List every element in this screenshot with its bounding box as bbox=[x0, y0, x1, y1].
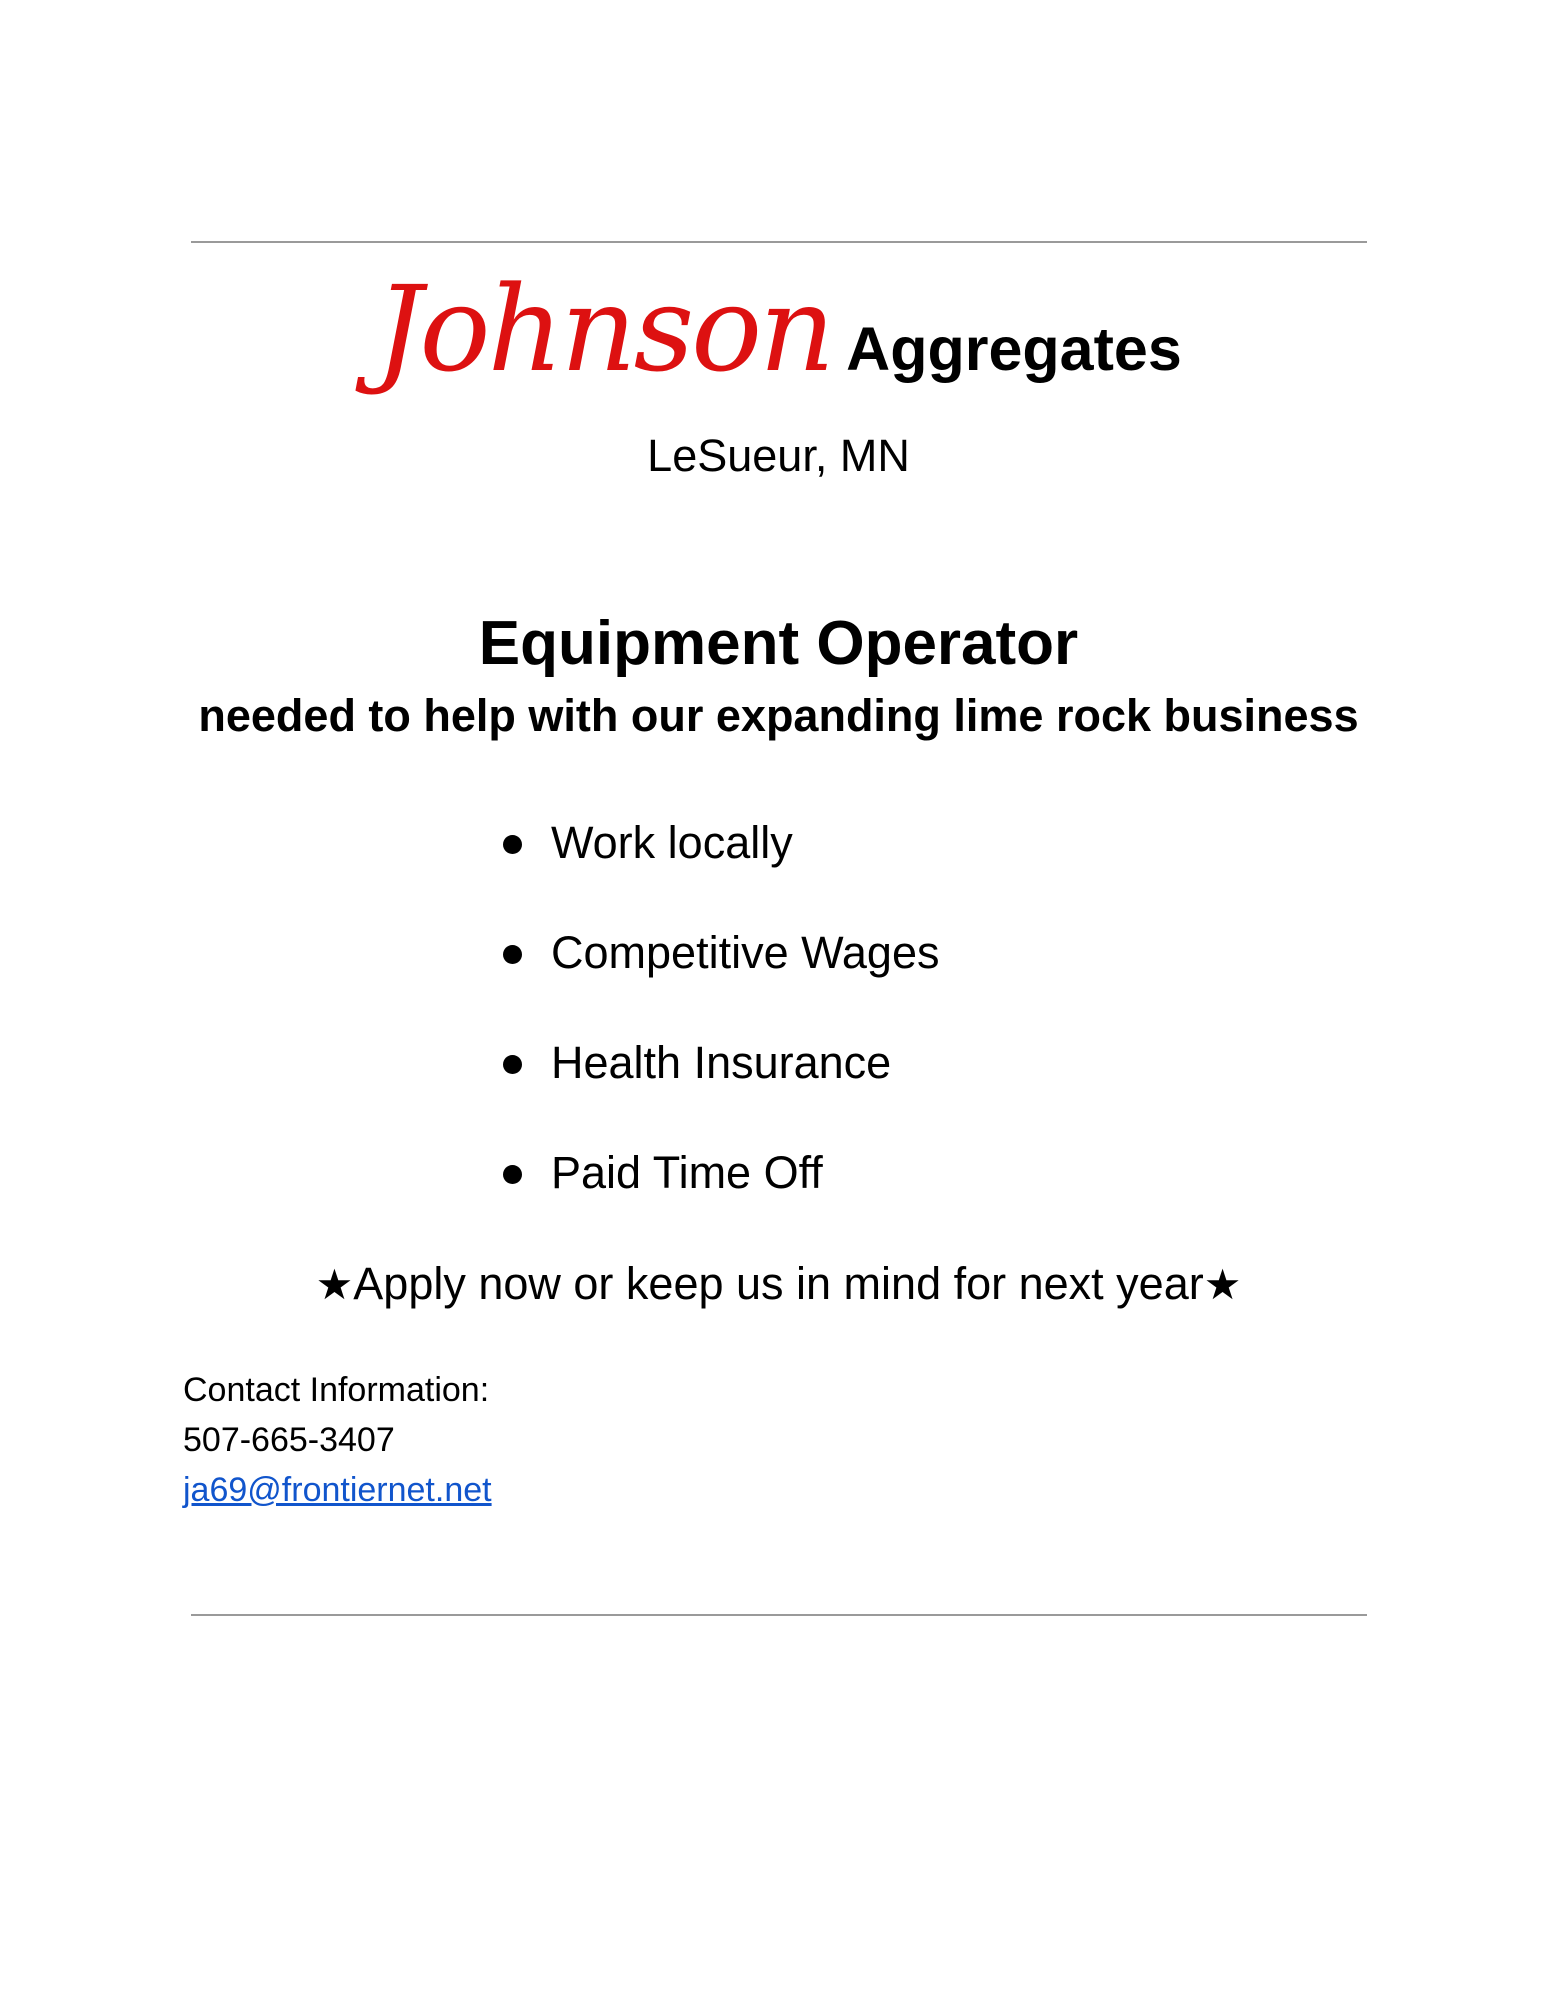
bullet-icon bbox=[503, 1165, 522, 1184]
contact-phone: 507-665-3407 bbox=[183, 1421, 395, 1459]
benefit-label: Work locally bbox=[551, 817, 793, 868]
benefits-list bbox=[503, 815, 939, 1255]
bullet-icon bbox=[503, 835, 522, 854]
contact-block bbox=[183, 1365, 492, 1515]
benefit-item bbox=[503, 1145, 939, 1255]
star-icon: ★ bbox=[315, 1261, 354, 1308]
company-brand bbox=[0, 260, 1557, 430]
bottom-divider bbox=[191, 1614, 1367, 1616]
bullet-icon bbox=[503, 1055, 522, 1074]
job-subtitle: needed to help with our expanding lime rock business bbox=[198, 690, 1359, 741]
job-title: Equipment Operator bbox=[478, 609, 1079, 678]
contact-email-link[interactable]: ja69@frontiernet.net bbox=[183, 1471, 492, 1509]
top-divider bbox=[191, 241, 1367, 243]
cta-text: Apply now or keep us in mind for next year bbox=[353, 1258, 1204, 1309]
bullet-icon bbox=[503, 945, 522, 964]
benefit-item bbox=[503, 1035, 939, 1145]
company-location: LeSueur, MN bbox=[647, 430, 910, 481]
benefit-label: Competitive Wages bbox=[551, 927, 940, 978]
call-to-action bbox=[0, 1258, 1557, 1310]
brand-word-aggregates: Aggregates bbox=[846, 315, 1182, 383]
brand-script-johnson: Johnson bbox=[375, 260, 833, 398]
benefit-label: Health Insurance bbox=[551, 1037, 892, 1088]
contact-label: Contact Information: bbox=[183, 1371, 490, 1409]
benefit-item bbox=[503, 925, 939, 1035]
star-icon: ★ bbox=[1203, 1261, 1242, 1308]
benefit-label: Paid Time Off bbox=[551, 1147, 823, 1198]
benefit-item bbox=[503, 815, 939, 925]
